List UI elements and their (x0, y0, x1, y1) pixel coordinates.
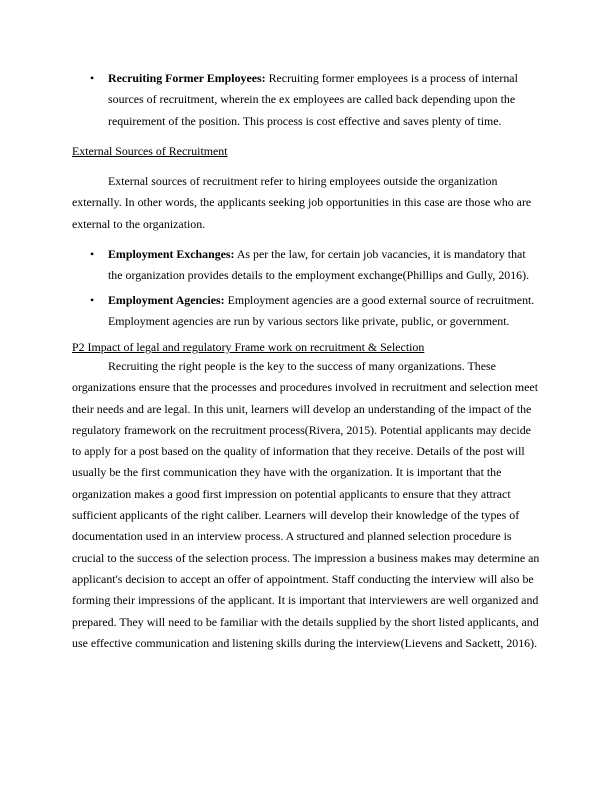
external-sources-paragraph: External sources of recruitment refer to hiring employees outside the organization externally. In other words, the applicants seeking job opportunities in this case are those who are external to the organization. (72, 174, 532, 231)
bullet-list-external (72, 244, 540, 332)
bullet-list-internal (72, 68, 540, 132)
bullet-recruiting-former-employees (72, 68, 540, 132)
p2-paragraph: Recruiting the right people is the key to the success of many organizations. These organizations ensure that the processes and procedures involved in recruitment and selection meet their needs and are legal. In this unit, learners will develop an understanding of the impact of the regulatory framework on the recruitment process(Rivera, 2015). Potential applicants may decide to apply for a post based on the quality of information that they receive. Details of the post will usually be the first communication they have with the organization. It is important that the organization makes a good first impression on potential applicants to ensure that they attract sufficient applicants of the right caliber. Learners will develop their knowledge of the types of documentation used in an interview process. A structured and planned selection procedure is crucial to the success of the selection process. The impression a business makes may determine an applicant's decision to accept an offer of appointment. Staff conducting the interview will also be forming their impressions of the applicant. It is important that interviewers are well organized and prepared. They will need to be familiar with the details supplied by the short listed applicants, and use effective communication and listening skills during the interview(Lievens and Sackett, 2016). (72, 359, 540, 650)
bullet-text: As per the law, for certain job vacancies, it is mandatory that the organization provides details to the employment exchange(Phillips and Gully, 2016). (108, 247, 530, 283)
bullet-term: Recruiting Former Employees: (108, 71, 266, 85)
bullet-text: Recruiting former employees is a process of internal sources of recruitment, wherein the ex employees are called back depending upon the requirement of the position. This process is cost effective and saves plenty of time. (108, 71, 518, 128)
bullet-dot-icon: • (90, 71, 95, 85)
bullet-employment-agencies (72, 290, 540, 333)
bullet-employment-exchanges (72, 244, 540, 287)
bullet-dot-icon: • (90, 247, 95, 261)
bullet-term: Employment Agencies: (108, 292, 225, 307)
bullet-term: Employment Exchanges: (108, 247, 235, 261)
external-sources-heading: External Sources of Recruitment (72, 144, 228, 158)
bullet-text: Employment agencies are a good external source of recruitment. Employment agencies are run by various sectors like private, public, or government. (108, 292, 535, 328)
bullet-dot-icon: • (90, 292, 95, 307)
p2-heading: P2 Impact of legal and regulatory Frame work on recruitment & Selection (72, 340, 425, 354)
